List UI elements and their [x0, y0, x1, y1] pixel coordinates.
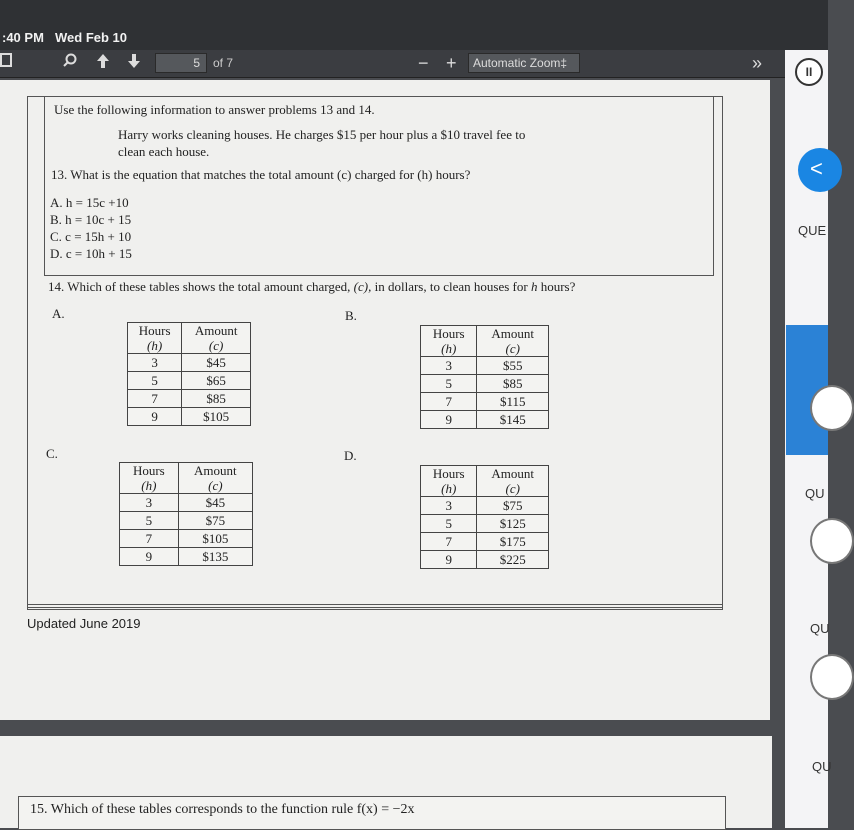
sidebar-toggle-icon[interactable]	[0, 53, 12, 73]
zoom-in-button[interactable]: +	[446, 53, 457, 73]
more-tools-button[interactable]: »	[752, 53, 763, 73]
page-count: of 7	[213, 56, 234, 70]
table-d-label: D.	[344, 448, 357, 463]
scenario-text: clean each house.	[118, 144, 210, 159]
intro-text: Use the following information to answer problems 13 and 14.	[54, 102, 375, 117]
question-13: 13. What is the equation that matches the total amount (c) charged for (h) hours?	[51, 167, 471, 182]
table-c-label: C.	[46, 446, 58, 461]
table-row: 3 $45	[128, 354, 251, 372]
table-row: 7 $175	[421, 533, 549, 551]
header-amount: Amount (c)	[182, 323, 251, 354]
answer-choice-circle[interactable]	[810, 518, 854, 564]
option-c: C. c = 15h + 10	[50, 229, 132, 244]
scenario-text: Harry works cleaning houses. He charges $15 per hour plus a $10 travel fee to	[118, 127, 526, 142]
header-hours: Hours (h)	[421, 466, 477, 497]
answer-choice-circle[interactable]	[810, 654, 854, 700]
pause-button[interactable]: II	[795, 58, 823, 86]
status-time: :40 PM	[2, 30, 44, 45]
option-b: B. h = 10c + 15	[50, 212, 132, 227]
page-number-input[interactable]: 5	[155, 53, 207, 73]
table-a	[127, 322, 251, 426]
table-b	[420, 325, 549, 429]
header-amount: Amount (c)	[178, 463, 252, 494]
table-row: 3 $75	[421, 497, 549, 515]
table-a-label: A.	[52, 306, 65, 321]
header-hours: Hours (h)	[120, 463, 179, 494]
question-label: QU	[805, 486, 825, 501]
zoom-select[interactable]: Automatic Zoom‡	[468, 53, 580, 73]
table-row: 5 $85	[421, 375, 549, 393]
status-date: Wed Feb 10	[55, 30, 128, 45]
question-label: QU	[812, 759, 832, 774]
table-d	[420, 465, 549, 569]
table-b-label: B.	[345, 308, 357, 323]
option-d: D. c = 10h + 15	[50, 246, 132, 261]
table-row: 5 $65	[128, 372, 251, 390]
option-a: A. h = 15c +10	[50, 195, 129, 210]
table-row: 9 $225	[421, 551, 549, 569]
status-bar	[0, 0, 828, 50]
table-row: 9 $135	[120, 548, 253, 566]
table-row: 7 $85	[128, 390, 251, 408]
table-row: 3 $55	[421, 357, 549, 375]
table-row: 7 $115	[421, 393, 549, 411]
search-icon[interactable]	[62, 53, 78, 75]
table-row: 9 $145	[421, 411, 549, 429]
table-row: 7 $105	[120, 530, 253, 548]
header-amount: Amount (c)	[477, 326, 549, 357]
question-label: QU	[810, 621, 830, 636]
header-hours: Hours (h)	[128, 323, 182, 354]
question-label: QUE	[798, 223, 827, 238]
table-c	[119, 462, 253, 566]
pdf-toolbar	[0, 50, 785, 78]
table-row: 3 $45	[120, 494, 253, 512]
arrow-up-icon[interactable]	[96, 53, 110, 75]
question-frame-bottom	[27, 604, 723, 608]
question-14: 14. Which of these tables shows the total amount charged, (c), in dollars, to clean houses for h hours?	[48, 279, 576, 294]
answer-choice-circle[interactable]	[810, 385, 854, 431]
zoom-out-button[interactable]: −	[418, 53, 429, 73]
arrow-down-icon[interactable]	[127, 53, 141, 75]
updated-footer: Updated June 2019	[27, 616, 141, 631]
back-button[interactable]: <	[798, 148, 842, 192]
header-amount: Amount (c)	[477, 466, 549, 497]
header-hours: Hours (h)	[421, 326, 477, 357]
table-row: 9 $105	[128, 408, 251, 426]
table-row: 5 $125	[421, 515, 549, 533]
table-row: 5 $75	[120, 512, 253, 530]
question-15: 15. Which of these tables corresponds to the function rule f(x) = −2x	[30, 802, 415, 817]
problem-13-box	[44, 96, 714, 276]
